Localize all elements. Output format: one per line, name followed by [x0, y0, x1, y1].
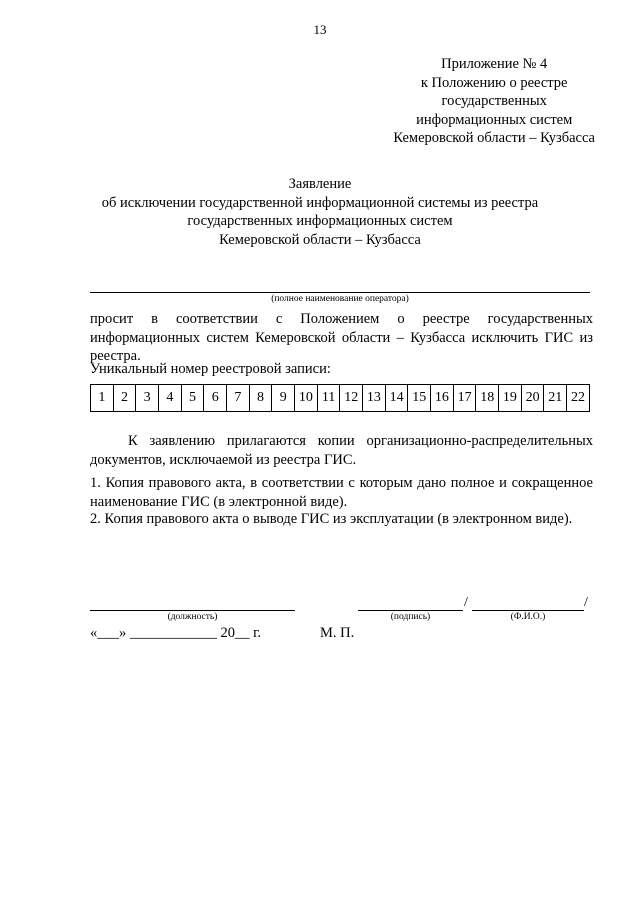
- registry-number-row: [91, 385, 590, 412]
- registry-cell: 13: [363, 385, 386, 412]
- registry-cell: 6: [204, 385, 227, 412]
- position-line: [90, 610, 295, 611]
- operator-name-line: [90, 292, 590, 293]
- registry-cell: 12: [340, 385, 363, 412]
- registry-cell: 10: [295, 385, 318, 412]
- registry-number-table: [90, 384, 590, 412]
- registry-cell: 19: [499, 385, 522, 412]
- registry-label: Уникальный номер реестровой записи:: [90, 361, 331, 377]
- request-paragraph: просит в соответствии с Положением о реестре государственных информационных систем Кемеровской области – Кузбасса исключить ГИС из реестра.: [90, 311, 593, 364]
- appendix-line: Кемеровской области – Кузбасса: [393, 130, 595, 146]
- appendix-line: Приложение № 4: [441, 56, 548, 72]
- registry-cell: 21: [544, 385, 567, 412]
- date-field: «___» ____________ 20__ г.: [90, 625, 262, 641]
- registry-cell: 7: [227, 385, 250, 412]
- operator-caption: (полное наименование оператора): [271, 294, 409, 304]
- registry-cell: 16: [431, 385, 454, 412]
- position-caption: (должность): [167, 612, 218, 622]
- registry-cell: 15: [408, 385, 431, 412]
- signature-separator: /: [464, 595, 468, 610]
- appendix-line: к Положению о реестре: [420, 74, 568, 91]
- stamp-place: М. П.: [320, 625, 355, 641]
- registry-cell: 20: [521, 385, 544, 412]
- page-number: 13: [313, 22, 327, 37]
- appendix-line: государственных: [441, 93, 547, 109]
- registry-cell: 9: [272, 385, 295, 412]
- title-line: Заявление: [288, 176, 352, 192]
- registry-cell: 14: [385, 385, 408, 412]
- registry-cell: 17: [453, 385, 476, 412]
- signature-caption: (подпись): [390, 612, 431, 622]
- registry-cell: 8: [249, 385, 272, 412]
- title-line: Кемеровской области – Кузбасса: [219, 231, 421, 248]
- registry-cell: 3: [136, 385, 159, 412]
- appendix-header: [393, 55, 595, 148]
- attachment-item-2: 2. Копия правового акта о выводе ГИС из эксплуатации (в электронном виде).: [90, 511, 573, 527]
- signature-line: [358, 610, 463, 611]
- appendix-line: информационных систем: [416, 111, 573, 128]
- fio-caption: (Ф.И.О.): [510, 612, 546, 622]
- registry-cell: 18: [476, 385, 499, 412]
- registry-cell: 11: [317, 385, 340, 412]
- title-line: об исключении государственной информационной системы из реестра: [101, 194, 539, 211]
- attachment-item-1: 1. Копия правового акта, в соответствии с которым дано полное и сокращенное наименование ГИС (в электронной виде).: [90, 475, 593, 510]
- fio-line: [472, 610, 584, 611]
- document-title: [0, 175, 640, 249]
- fio-separator: /: [584, 595, 588, 610]
- title-line: государственных информационных систем: [187, 213, 453, 229]
- registry-cell: 4: [159, 385, 182, 412]
- registry-cell: 5: [181, 385, 204, 412]
- registry-cell: 22: [567, 385, 590, 412]
- attachments-intro: К заявлению прилагаются копии организационно-распределительных документов, исключаемой из реестра ГИС.: [90, 433, 593, 468]
- registry-cell: 1: [91, 385, 114, 412]
- registry-cell: 2: [113, 385, 136, 412]
